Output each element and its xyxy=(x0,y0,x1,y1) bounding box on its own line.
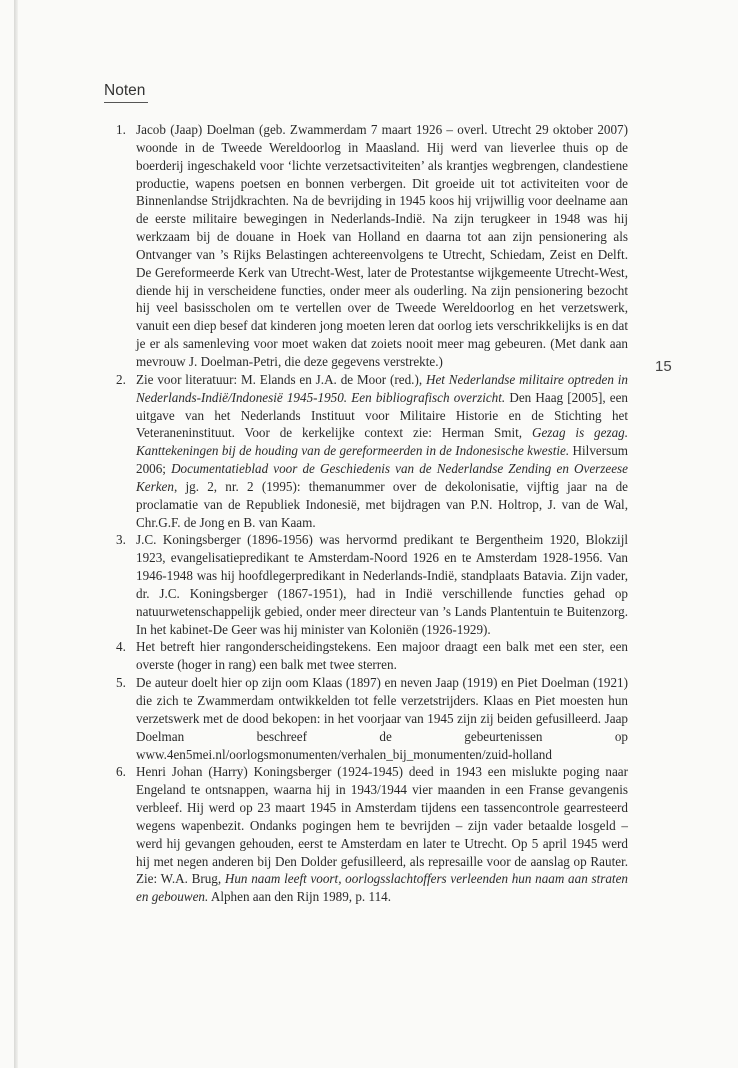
page-number: 15 xyxy=(655,358,672,375)
endnote-text-run: Hilversum 2006; xyxy=(136,443,628,477)
endnote-number: 5. xyxy=(116,675,126,691)
endnote-text xyxy=(136,763,628,906)
endnote-text-run: Zie voor literatuur: M. Elands en J.A. de Moor (red.), xyxy=(136,371,426,387)
endnote-text-run: J.C. Koningsberger (1896-1956) was hervormd predikant te Bergentheim 1920, Blokzijl 1923, evangelisatiepredikant te Amsterdam-Noord 1926 en te Amsterdam 1928-1956. Van 1946-1948 was hij hoofdlegerpredikant in Nederlands-Indië, standplaats Batavia. Zijn vader, dr. J.C. Koningsberger (1867-1951), had in Indië verschillende functies gehad op natuurwetenschappelijk gebied, onder meer directeur van ’s Lands Plantentuin te Buitenzorg. In het kabinet-De Geer was hij minister van Koloniën (1926-1929). xyxy=(136,532,628,637)
endnote-4 xyxy=(104,638,628,674)
page-heading: Noten xyxy=(104,82,146,99)
endnote-text-run: Jacob (Jaap) Doelman (geb. Zwammerdam 7 maart 1926 – overl. Utrecht 29 oktober 2007) woonde in de Tweede Wereldoorlog in Maasland. Hij werd van lieverlee thuis op de boerderij ingeschakeld voor ‘lichte verzetsactiviteiten’ als krantjes wegbrengen, clandestiene productie, wapens poetsen en bonnen verbergen. Dit groeide uit tot activiteiten voor de Binnenlandse Strijdkrachten. Na de bevrijding in 1945 koos hij vrijwillig voor deelname aan de eerste militaire bewegingen in Nederlands-Indië. Na zijn terugkeer in 1948 was hij werkzaam bij de douane in Hoek van Holland en daarna tot aan zijn pensionering als Ontvanger van ’s Rijks Belastingen achtereenvolgens te Utrecht, Schiedam, Zeist en Delft. De Gereformeerde Kerk van Utrecht-West, later de Protestantse wijkgemeente Utrecht-West, diende hij in verscheidene functies, onder meer als ouderling. Na zijn pensionering bezocht hij veel basisscholen om te vertellen over de Tweede Wereldoorlog en het verzetswerk, vanuit een diep besef dat kinderen jong moeten leren dat oorlog iets verschrikkelijks is en dat je er als samenleving voor moet waken dat zoiets nooit meer mag gebeuren. (Met dank aan mevrouw J. Doelman-Petri, die deze gegevens verstrekte.) xyxy=(136,122,628,369)
endnote-6 xyxy=(104,763,628,906)
endnote-text xyxy=(136,121,628,371)
endnote-text-run: Het betreft hier rangonderscheidingstekens. Een majoor draagt een balk met een ster, een overste (hoger in rang) een balk met twee sterren. xyxy=(136,639,628,673)
endnote-text-run: De auteur doelt hier op zijn oom Klaas (1897) en neven Jaap (1919) en Piet Doelman (1921) die zich te Zwammerdam ontwikkelden tot felle verzetstrijders. Klaas en Piet moesten hun verzetswerk met de dood bekopen: in het voorjaar van 1945 zijn zij beiden gefusilleerd. Jaap Doelman beschreef de gebeurtenissen op www.4en5mei.nl/oorlogsmonumenten/verhalen_bij_​monumenten/zuid-holland xyxy=(136,675,628,762)
endnote-3 xyxy=(104,531,628,638)
endnote-text xyxy=(136,674,628,763)
endnote-title-italic: Hun naam leeft voort, oorlogsslachtoffers verleenden hun naam aan straten en gebouwen. xyxy=(136,871,628,905)
endnote-1 xyxy=(104,121,628,371)
endnote-text-run: Henri Johan (Harry) Koningsberger (1924-1945) deed in 1943 een mislukte poging naar Engeland te ontsnappen, waarna hij in 1943/1944 vier maanden in een Franse gevangenis verbleef. Hij werd op 23 maart 1945 in Amsterdam tijdens een tassencontrole gearresteerd wegens wapenbezit. Ondanks pogingen hem te bevrijden – zijn vader betaalde losgeld – werd hij gevangen gehouden, eerst te Amsterdam en later te Utrecht. Op 5 april 1945 werd hij met negen anderen bij Den Dolder gefusilleerd, als represaille voor de aanslag op Rauter. Zie: W.A. Brug, xyxy=(136,764,628,887)
endnotes-list xyxy=(104,121,628,906)
endnote-text-run: , jg. 2, nr. 2 (1995): themanummer over de dekolonisatie, vijftig jaar na de proclamatie van de Republiek Indonesië, met bijdragen van P.N. Holtrop, J. van de Wal, Chr.G.F. de Jong en B. van Kaam. xyxy=(136,478,628,530)
endnote-text-run: Den Haag [2005], een uitgave van het Nederlands Instituut voor Militaire Historie en de Stichting het Veteraneninstituut. Voor de kerkelijke context zie: Herman Smit, xyxy=(136,389,628,441)
endnote-title-italic: Het Nederlandse militaire optreden in Nederlands-Indië/Indonesië 1945-1950. Een bibliografisch overzicht. xyxy=(136,371,628,405)
endnote-text-run: Alphen aan den Rijn 1989, p. 114. xyxy=(208,889,391,905)
endnote-text xyxy=(136,371,628,532)
endnote-number: 3. xyxy=(116,532,126,548)
endnote-2 xyxy=(104,371,628,532)
endnote-title-italic: Gezag is gezag. Kanttekeningen bij de houding van de gereformeerden in de Indonesische kwestie. xyxy=(136,425,628,459)
endnote-number: 1. xyxy=(116,122,126,137)
heading-underline xyxy=(104,102,148,103)
endnote-number: 6. xyxy=(116,764,126,780)
page-binding-edge xyxy=(14,0,18,1068)
endnote-number: 2. xyxy=(116,371,126,387)
endnote-title-italic: Documentatieblad voor de Geschiedenis van de Nederlandse Zending en Overzeese Kerken xyxy=(136,461,628,494)
endnote-text xyxy=(136,638,628,674)
endnote-5 xyxy=(104,674,628,763)
endnote-number: 4. xyxy=(116,639,126,655)
endnote-text xyxy=(136,531,628,638)
